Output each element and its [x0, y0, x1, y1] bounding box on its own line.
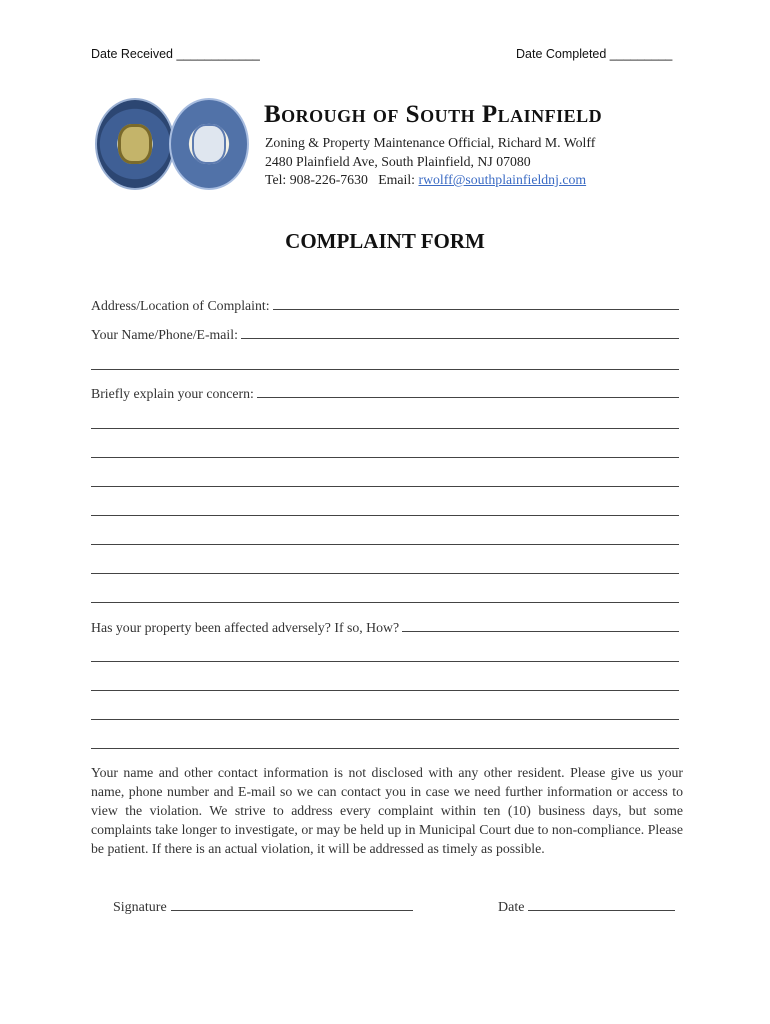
- affected-field[interactable]: [91, 619, 679, 636]
- date-completed-field[interactable]: Date Completed _________: [516, 47, 673, 61]
- affected-line[interactable]: [91, 690, 679, 691]
- date-input[interactable]: [528, 898, 675, 911]
- signature-field[interactable]: [113, 898, 413, 916]
- address-location-input[interactable]: [273, 297, 679, 310]
- concern-line[interactable]: [91, 544, 679, 545]
- privacy-notice: Your name and other contact information is not disclosed with any other resident. Please give us your name, phone number and E-mail so we can contact you in case we need further information or access to view the violation. We strive to address every complaint within ten (10) business days, but some complaints take longer to investigate, or may be held up in Municipal Court due to non-compliance. Please be patient. If there is an actual violation, it will be addressed as timely as possible.: [91, 765, 683, 856]
- signature-input[interactable]: [171, 898, 413, 911]
- concern-line[interactable]: [91, 486, 679, 487]
- phone-text: Tel: 908-226-7630 Email:: [265, 172, 419, 187]
- name-phone-email-extra-line[interactable]: [91, 369, 679, 370]
- new-jersey-seal-logo: [95, 98, 175, 190]
- concern-label: Briefly explain your concern:: [91, 386, 254, 401]
- signature-label: Signature: [113, 900, 167, 915]
- borough-address: 2480 Plainfield Ave, South Plainfield, NJ 07080: [265, 154, 531, 169]
- concern-line[interactable]: [91, 602, 679, 603]
- affected-line[interactable]: [91, 719, 679, 720]
- concern-line[interactable]: [91, 457, 679, 458]
- contact-info: [265, 172, 586, 188]
- date-received-field[interactable]: Date Received ____________: [91, 47, 260, 61]
- affected-line[interactable]: [91, 661, 679, 662]
- concern-line[interactable]: [91, 573, 679, 574]
- name-phone-email-label: Your Name/Phone/E-mail:: [91, 327, 238, 342]
- address-location-label: Address/Location of Complaint:: [91, 298, 270, 313]
- concern-field[interactable]: [91, 385, 679, 402]
- south-plainfield-seal-logo: [169, 98, 249, 190]
- concern-line[interactable]: [91, 515, 679, 516]
- date-field[interactable]: [498, 898, 675, 916]
- name-phone-email-field[interactable]: [91, 326, 679, 343]
- address-location-field[interactable]: [91, 297, 679, 314]
- affected-input[interactable]: [402, 619, 679, 632]
- name-phone-email-input[interactable]: [241, 326, 679, 339]
- date-label: Date: [498, 900, 525, 915]
- concern-line[interactable]: [91, 428, 679, 429]
- official-name: Zoning & Property Maintenance Official, Richard M. Wolff: [265, 135, 596, 150]
- concern-input[interactable]: [257, 385, 679, 398]
- affected-label: Has your property been affected adversely? If so, How?: [91, 620, 400, 635]
- form-title: COMPLAINT FORM: [285, 229, 485, 253]
- affected-line[interactable]: [91, 748, 679, 749]
- borough-title: Borough of South Plainfield: [264, 101, 603, 128]
- email-link[interactable]: rwolff@southplainfieldnj.com: [418, 172, 587, 187]
